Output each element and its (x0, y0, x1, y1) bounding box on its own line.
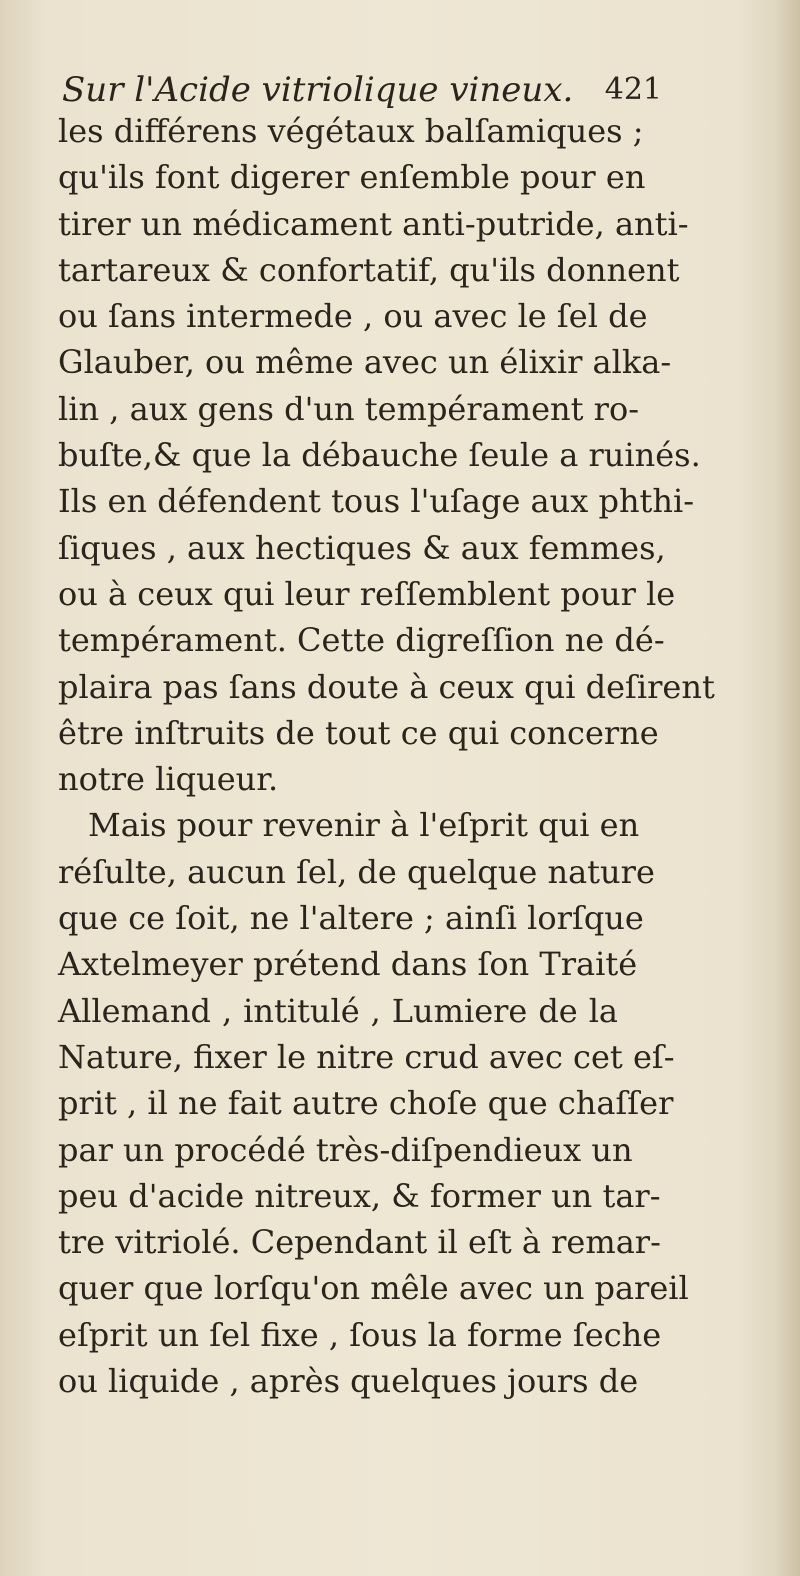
text-line: Ils en défendent tous l'uſage aux phthi- (58, 482, 695, 521)
text-line: peu d'acide nitreux, & former un tar- (58, 1176, 661, 1215)
text-line: tempérament. Cette digreſſion ne dé- (58, 621, 665, 660)
text-line: les différens végétaux balſamiques ; (58, 112, 644, 150)
text-line: par un procédé très-diſpendieux un (58, 1130, 633, 1169)
text-line: Allemand , intitulé , Lumiere de la (58, 991, 618, 1030)
text-line: ou ſans intermede , ou avec le ſel de (58, 297, 648, 336)
page-number: 421 (604, 72, 662, 107)
paragraph-mais-pour-revenir (58, 802, 689, 1404)
text-line: tartareux & confortatif, qu'ils donnent (58, 250, 680, 289)
text-line: Axtelmeyer prétend dans ſon Traité (58, 945, 638, 984)
text-line: tirer un médicament anti-putride, anti- (58, 204, 689, 243)
text-line: qu'ils font digerer enſemble pour en (58, 158, 646, 197)
text-line: Glauber, ou même avec un élixir alka- (58, 343, 672, 382)
running-title: Sur l'Acide vitriolique vineux. (62, 70, 574, 110)
text-line: réſulte, aucun ſel, de quelque nature (58, 852, 655, 891)
text-line: prit , il ne fait autre choſe que chaſſer (58, 1084, 674, 1123)
text-line: Mais pour revenir à l'eſprit qui en (88, 806, 640, 845)
text-line: tre vitriolé. Cependant il eſt à remar- (58, 1223, 661, 1262)
page-edge-shading (776, 0, 800, 1576)
text-line: plaira pas ſans doute à ceux qui deſirent (58, 667, 715, 706)
text-line: eſprit un ſel fixe , ſous la forme ſeche (58, 1315, 662, 1354)
text-line: ou à ceux qui leur reſſemblent pour le (58, 574, 676, 613)
text-line: ſiques , aux hectiques & aux femmes, (58, 528, 666, 567)
text-line: Nature, fixer le nitre crud avec cet eſ- (58, 1037, 675, 1076)
running-head (62, 66, 662, 114)
text-line: être inſtruits de tout ce qui concerne (58, 713, 659, 752)
text-line: buſte,& que la débauche ſeule a ruinés. (58, 436, 701, 475)
paragraph-continuation (58, 108, 715, 802)
text-line: ou liquide , après quelques jours de (58, 1362, 639, 1401)
text-line: notre liqueur. (58, 760, 279, 799)
body-text (58, 108, 715, 1404)
text-line: quer que lorſqu'on mêle avec un pareil (58, 1269, 689, 1308)
text-line: lin , aux gens d'un tempérament ro- (58, 389, 640, 428)
text-line: que ce ſoit, ne l'altere ; ainſi lorſque (58, 899, 644, 938)
